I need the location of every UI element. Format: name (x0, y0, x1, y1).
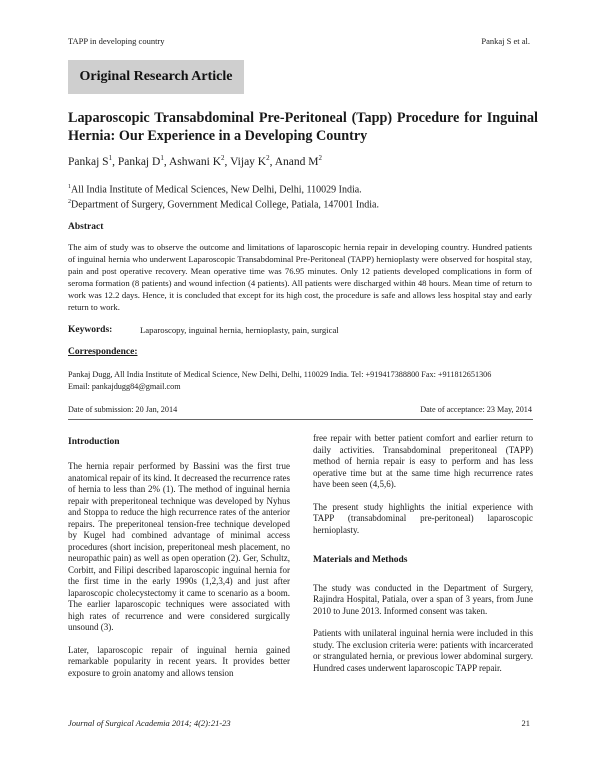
author-affil-mark: 2 (318, 154, 322, 162)
correspondence-heading: Correspondence: (68, 347, 138, 357)
affiliation-text: All India Institute of Medical Sciences, New Delhi, Delhi, 110029 India. (71, 184, 362, 196)
author-name: Anand M (274, 155, 319, 168)
affiliation-text: Department of Surgery, Government Medical College, Patiala, 147001 India. (71, 199, 379, 211)
paragraph: The study was conducted in the Department of Surgery, Rajindra Hospital, Patiala, over a span of 3 years, from June 2010 to June 2013. Informed consent was taken. (313, 582, 533, 616)
author-affil-mark: 2 (221, 154, 225, 162)
paragraph: Patients with unilateral inguinal hernia were included in this study. The exclusion criteria were: patients with incarcerated or strangulated hernia, or previous lower abdominal surgery. Hundred cases underwent laparoscopic TAPP repair. (313, 628, 533, 673)
page-number: 21 (521, 718, 530, 728)
acceptance-date: Date of acceptance: 23 May, 2014 (420, 405, 532, 414)
article-title: Laparoscopic Transabdominal Pre-Peritoneal (Tapp) Procedure for Inguinal Hernia: Our Experience in a Developing Country (68, 110, 538, 144)
author-affil-mark: 1 (108, 154, 113, 162)
keywords-text: Laparoscopy, inguinal hernia, hernioplasty, pain, surgical (140, 325, 339, 335)
author-affil-mark: 1 (160, 154, 164, 162)
right-column-body (313, 433, 533, 674)
author-name: Vijay K (230, 155, 267, 168)
correspondence-block (68, 369, 538, 393)
author-list: Pankaj $S^1$, Pankaj $D^1$, Ashwani $K^2$, Vijay $K^2$, Anand $M^2$ (68, 154, 322, 168)
introduction-body (68, 461, 290, 679)
affiliations (68, 181, 379, 212)
methods-heading: Materials and Methods (313, 555, 408, 565)
author-name: Pankaj D (117, 155, 161, 168)
article-type-badge: Original Research Article (68, 60, 244, 94)
correspondence-address: Pankaj Dugg, All India Institute of Medical Science, New Delhi, Delhi, 110029 India. Tel: +919417388800 Fax: +911812651306 (68, 370, 492, 379)
section-divider (68, 419, 533, 420)
paragraph: free repair with better patient comfort and earlier return to daily activities. Transabdominal preperitoneal (TAPP) method of hernia repair is easy to perform and has less operative time but at the same time high recurrence rates have been seen (4,5,6). (313, 433, 533, 489)
keywords-label: Keywords: (68, 325, 113, 335)
correspondence-email: Email: pankajdugg84@gmail.com (68, 382, 181, 391)
affiliation-line (68, 196, 379, 211)
affiliation-line (68, 181, 379, 196)
running-header-left: TAPP in developing country (68, 36, 165, 46)
author-name: Ashwani K (168, 155, 222, 168)
running-header-right: Pankaj S et al. (481, 36, 530, 46)
paragraph: The hernia repair performed by Bassini was the first true anatomical repair of its kind. It decreased the recurrence rates of hernia to less than 2% (1). The method of inguinal hernia repair with preperitoneal technique was developed by Nyhus and Stoppa to reduce the high recurrence rates of the anterior repairs. The preperitoneal tension-free technique developed by Kugel had combined advantage of minimal access procedures (short incision, preperitoneal mesh placement, no neuropathic pain) as well as open operation (2). Ger, Schultz, Corbitt, and Filipi described laparoscopic inguinal hernia for the first time in the early 1990s (1,2,3,4) and just after laparoscopic cholecystectomy it came to scenario as a boom. The earlier laparoscopic techniques were associated with high rates of recurrence and were considered surgically unsound (3). (68, 461, 290, 632)
affiliation-mark: 1 (68, 184, 71, 190)
author-name: Pankaj S (68, 155, 109, 168)
paragraph: The present study highlights the initial experience with TAPP (transabdominal pre-peritoneal) laparoscopic hernioplasty. (313, 501, 533, 535)
abstract-heading: Abstract (68, 222, 104, 232)
affiliation-mark: 2 (68, 199, 71, 206)
author-affil-mark: 2 (266, 154, 270, 162)
abstract-text: The aim of study was to observe the outcome and limitations of laparoscopic hernia repair in developing country. Hundred patients of inguinal hernia who underwent Laparoscopic Transabdominal Pre-Peritoneal (TAPP) hernioplasty were observed for hospital stay, pain and post operative recovery. Mean operative time was 76.95 minutes. Only 12 patients developed complications in form of seroma formation (8 patients) and wound infection (4 patients). All patients were discharged within 48 hours. Mean time of return to work was 12.2 days. Hence, it is concluded that except for its high cost, the procedure is safe and allows less hospital stay and early return to work. (68, 242, 532, 312)
introduction-heading: Introduction (68, 437, 120, 447)
submission-date: Date of submission: 20 Jan, 2014 (68, 405, 178, 414)
paragraph: Later, laparoscopic repair of inguinal hernia gained remarkable popularity in recent years. It provides better exposure to groin anatomy and allows tension (68, 644, 290, 678)
journal-citation: Journal of Surgical Academia 2014; 4(2):21-23 (68, 718, 231, 728)
